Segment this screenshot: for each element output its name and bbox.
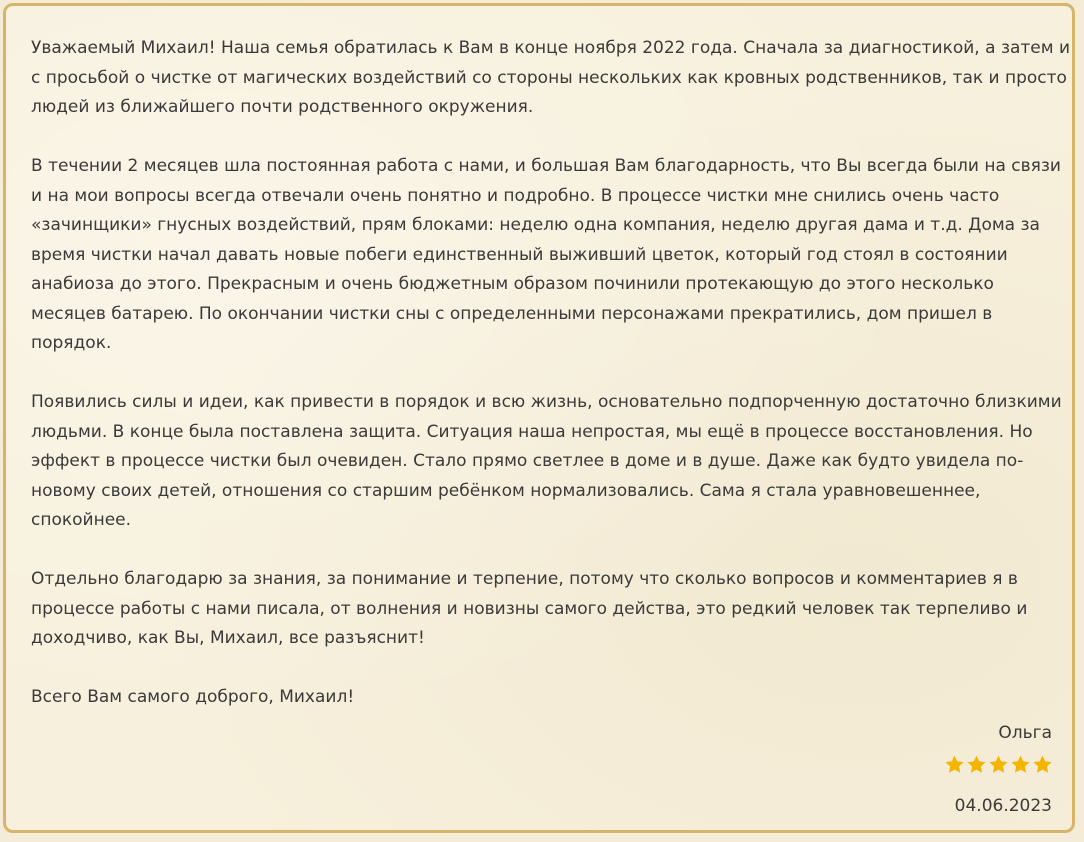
review-author: Ольга [998,723,1052,743]
star-icon [1010,754,1031,775]
review-paragraph-1: Уважаемый Михаил! Наша семья обратилась к Вам в конце ноября 2022 года. Сначала за диагностикой, а затем и с просьбой о чистке от магических воздействий со стороны нескольких как кровных родственников, так и просто людей из ближайшего почти родственного окружения. [31,38,1071,117]
star-icon [1032,754,1053,775]
review-text [31,34,1071,742]
review-date: 04.06.2023 [954,796,1052,816]
review-card [3,3,1075,833]
review-paragraph-2: В течении 2 месяцев шла постоянная работа с нами, и большая Вам благодарность, что Вы всегда были на связи и на мои вопросы всегда отвечали очень понятно и подробно. В процессе чистки мне снились очень часто «зачинщики» гнусных воздействий, прям блоками: неделю одна компания, неделю другая дама и т.д. Дома за время чистки начал давать новые побеги единственный выживший цветок, который год стоял в состоянии анабиоза до этого. Прекрасным и очень бюджетным образом починили протекающую до этого несколько месяцев батарею. По окончании чистки сны с определенными персонажами прекратились, дом пришел в порядок. [31,156,1061,353]
star-icon [944,754,965,775]
review-closing: Всего Вам самого доброго, Михаил! [31,687,355,707]
review-paragraph-4: Отдельно благодарю за знания, за понимание и терпение, потому что сколько вопросов и комментариев я в процессе работы с нами писала, от волнения и новизны самого действа, это редкий человек так терпеливо и доходчиво, как Вы, Михаил, все разъяснит! [31,569,1028,648]
review-paragraph-3: Появились силы и идеи, как привести в порядок и всю жизнь, основательно подпорченную достаточно близкими людьми. В конце была поставлена защита. Ситуация наша непростая, мы ещё в процессе восстановления. Но эффект в процессе чистки был очевиден. Стало прямо светлее в доме и в душе. Даже как будто увидела по-новому своих детей, отношения со старшим ребёнком нормализовались. Сама я стала уравновешеннее, спокойнее. [31,392,1062,530]
star-icon [988,754,1009,775]
star-rating [944,754,1053,780]
star-icon [966,754,987,775]
